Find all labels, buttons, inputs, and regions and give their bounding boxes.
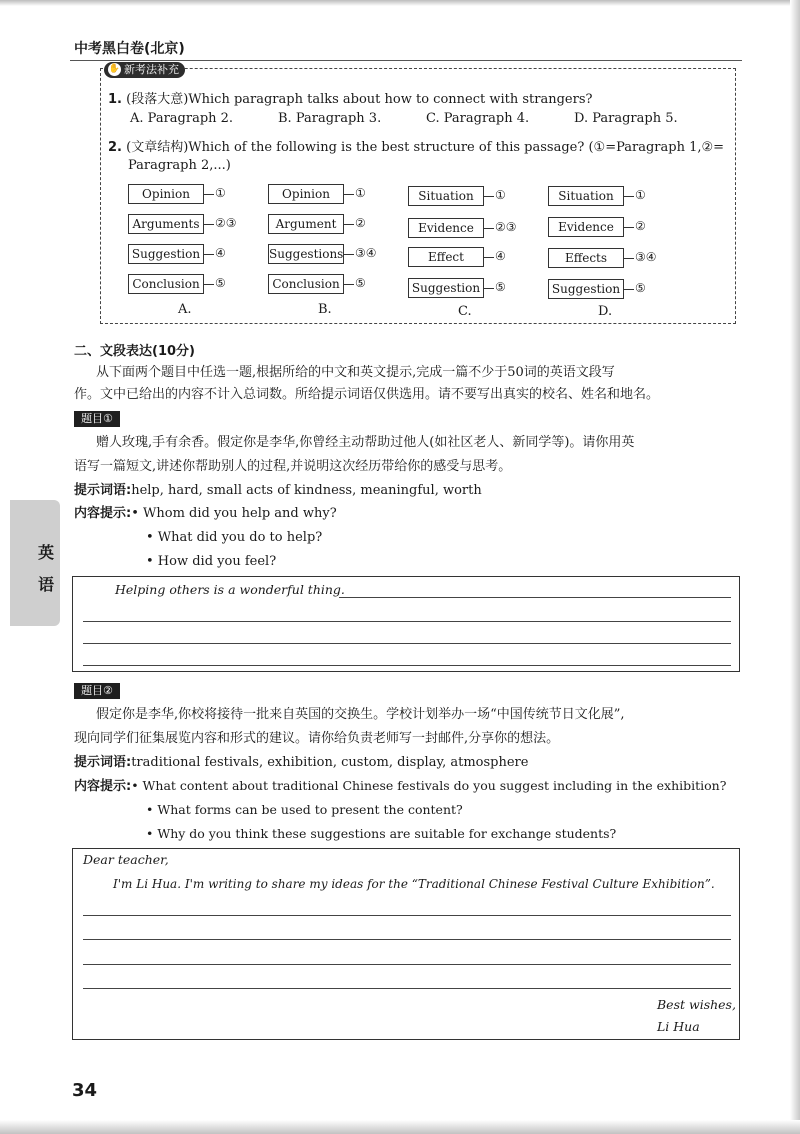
connector-line xyxy=(484,228,494,229)
page-number: 34 xyxy=(72,1080,98,1101)
connector-line xyxy=(344,284,354,285)
topic-1-opening-sentence: Helping others is a wonderful thing. xyxy=(115,582,345,597)
letter-signature: Li Hua xyxy=(657,1019,700,1034)
paragraph-number: ③④ xyxy=(635,250,657,264)
diagram-box: Suggestion xyxy=(408,278,484,298)
paragraph-number: ④ xyxy=(215,246,226,260)
structure-diagram-d xyxy=(548,186,678,322)
hand-icon: ✋ xyxy=(108,64,121,74)
connector-line xyxy=(484,257,494,258)
letter-closing: Best wishes, xyxy=(657,997,736,1012)
page-right-shadow xyxy=(790,0,800,1134)
question-2-number: 2. xyxy=(108,140,122,155)
hint-words: help, hard, small acts of kindness, meaningful, worth xyxy=(131,483,482,498)
subject-side-tab xyxy=(10,500,60,626)
connector-line xyxy=(484,196,494,197)
connector-line xyxy=(484,288,494,289)
side-tab-char: 英 xyxy=(38,543,55,562)
structure-diagram-a xyxy=(128,184,258,320)
connector-line xyxy=(624,258,634,259)
paragraph-number: ① xyxy=(215,186,226,200)
letter-opening: I'm Li Hua. I'm writing to share my ideas for the “Traditional Chinese Festival Culture Exhibition”. xyxy=(113,877,715,891)
diagram-box: Evidence xyxy=(408,218,484,238)
structure-diagram-c xyxy=(408,186,538,322)
answer-line xyxy=(83,915,731,916)
diagram-box: Arguments xyxy=(128,214,204,234)
content-label: 内容提示: xyxy=(74,506,132,521)
diagram-box: Suggestion xyxy=(548,279,624,299)
bullet-3: • How did you feel? xyxy=(146,554,277,569)
topic-1-prompt-line1: 赠人玫瑰,手有余香。假定你是李华,你曾经主动帮助过他人(如社区老人、新同学等)。请你用英 xyxy=(96,435,635,450)
connector-line xyxy=(624,227,634,228)
paragraph-number: ②③ xyxy=(495,220,517,234)
connector-line xyxy=(344,224,354,225)
page-top-shadow xyxy=(0,0,800,6)
paragraph-number: ⑤ xyxy=(215,276,226,290)
paragraph-number: ① xyxy=(355,186,366,200)
question-2 xyxy=(108,136,724,155)
new-method-badge xyxy=(104,62,185,78)
topic-1-content-hints xyxy=(74,503,337,524)
connector-line xyxy=(344,254,354,255)
diagram-box: Evidence xyxy=(548,217,624,237)
topic-2-prompt-line2: 现向同学们征集展览内容和形式的建议。请你给负责老师写一封邮件,分享你的想法。 xyxy=(74,731,560,746)
bullet-1: • Whom did you help and why? xyxy=(131,506,337,521)
topic-2-hint-words xyxy=(74,752,528,773)
diagram-box: Suggestions xyxy=(268,244,344,264)
paragraph-number: ② xyxy=(355,216,366,230)
content-label: 内容提示: xyxy=(74,779,132,794)
structure-diagram-b xyxy=(268,184,398,320)
topic-1-prompt-line2: 语写一篇短文,讲述你帮助别人的过程,并说明这次经历带给你的感受与思考。 xyxy=(74,459,512,474)
section-title: 二、文段表达(10分) xyxy=(74,344,195,359)
paragraph-number: ② xyxy=(635,219,646,233)
writing-area-2[interactable] xyxy=(72,848,740,1040)
header-rule xyxy=(70,60,742,61)
hint-words: traditional festivals, exhibition, custom, display, atmosphere xyxy=(131,755,529,770)
diagram-box: Situation xyxy=(548,186,624,206)
connector-line xyxy=(204,254,214,255)
bullet-1: • What content about traditional Chinese festivals do you suggest including in the exhibition? xyxy=(131,778,727,793)
answer-line xyxy=(83,643,731,644)
paragraph-number: ⑤ xyxy=(355,276,366,290)
hint-label: 提示词语: xyxy=(74,483,132,498)
topic-2-tag: 题目② xyxy=(74,683,120,699)
diagram-box: Conclusion xyxy=(268,274,344,294)
q1-option-c: C. Paragraph 4. xyxy=(426,111,530,126)
connector-line xyxy=(204,224,214,225)
topic-1-tag: 题目① xyxy=(74,411,120,427)
option-label-d: D. xyxy=(598,304,613,319)
paragraph-number: ① xyxy=(635,188,646,202)
q1-option-b: B. Paragraph 3. xyxy=(278,111,382,126)
connector-line xyxy=(624,196,634,197)
diagram-box: Situation xyxy=(408,186,484,206)
answer-line xyxy=(83,988,731,989)
letter-greeting: Dear teacher, xyxy=(83,852,169,867)
question-2-text-line1: (文章结构)Which of the following is the best structure of this passage? (①=Paragraph 1,②= xyxy=(126,140,725,155)
diagram-box: Argument xyxy=(268,214,344,234)
connector-line xyxy=(344,194,354,195)
question-1-number: 1. xyxy=(108,92,122,107)
question-2-text-line2: Paragraph 2,...) xyxy=(128,158,231,173)
paragraph-number: ⑤ xyxy=(495,280,506,294)
answer-line xyxy=(83,621,731,622)
paragraph-number: ① xyxy=(495,188,506,202)
diagram-box: Conclusion xyxy=(128,274,204,294)
instructions-line1: 从下面两个题目中任选一题,根据所给的中文和英文提示,完成一篇不少于50词的英语文段写 xyxy=(96,365,615,380)
page-header-title: 中考黑白卷(北京) xyxy=(74,41,185,57)
paragraph-number: ③④ xyxy=(355,246,377,260)
bullet-2: • What forms can be used to present the content? xyxy=(146,802,463,817)
bullet-3: • Why do you think these suggestions are suitable for exchange students? xyxy=(146,826,617,841)
option-label-c: C. xyxy=(458,304,472,319)
badge-label: 新考法补充 xyxy=(124,63,179,76)
topic-1-hint-words xyxy=(74,480,482,501)
paragraph-number: ④ xyxy=(495,249,506,263)
writing-area-1[interactable] xyxy=(72,576,740,672)
diagram-box: Effects xyxy=(548,248,624,268)
answer-line xyxy=(83,665,731,666)
bullet-2: • What did you do to help? xyxy=(146,530,323,545)
diagram-box: Effect xyxy=(408,247,484,267)
hint-label: 提示词语: xyxy=(74,755,132,770)
answer-line xyxy=(339,597,731,598)
connector-line xyxy=(204,194,214,195)
q1-option-a: A. Paragraph 2. xyxy=(130,111,234,126)
connector-line xyxy=(204,284,214,285)
diagram-box: Opinion xyxy=(128,184,204,204)
topic-2-content-hints xyxy=(74,775,726,797)
side-tab-char: 语 xyxy=(38,575,55,594)
option-label-a: A. xyxy=(178,302,192,317)
question-1 xyxy=(108,88,592,107)
paragraph-number: ⑤ xyxy=(635,281,646,295)
diagram-box: Opinion xyxy=(268,184,344,204)
connector-line xyxy=(624,289,634,290)
instructions-line2: 作。文中已给出的内容不计入总词数。所给提示词语仅供选用。请不要写出真实的校名、姓名和地名。 xyxy=(74,387,660,402)
answer-line xyxy=(83,964,731,965)
q1-option-d: D. Paragraph 5. xyxy=(574,111,678,126)
option-label-b: B. xyxy=(318,302,332,317)
paragraph-number: ②③ xyxy=(215,216,237,230)
answer-line xyxy=(83,939,731,940)
page-bottom-shadow xyxy=(0,1120,800,1134)
question-1-text: (段落大意)Which paragraph talks about how to connect with strangers? xyxy=(126,92,593,107)
diagram-box: Suggestion xyxy=(128,244,204,264)
topic-2-prompt-line1: 假定你是李华,你校将接待一批来自英国的交换生。学校计划举办一场“中国传统节日文化展”, xyxy=(96,707,625,722)
